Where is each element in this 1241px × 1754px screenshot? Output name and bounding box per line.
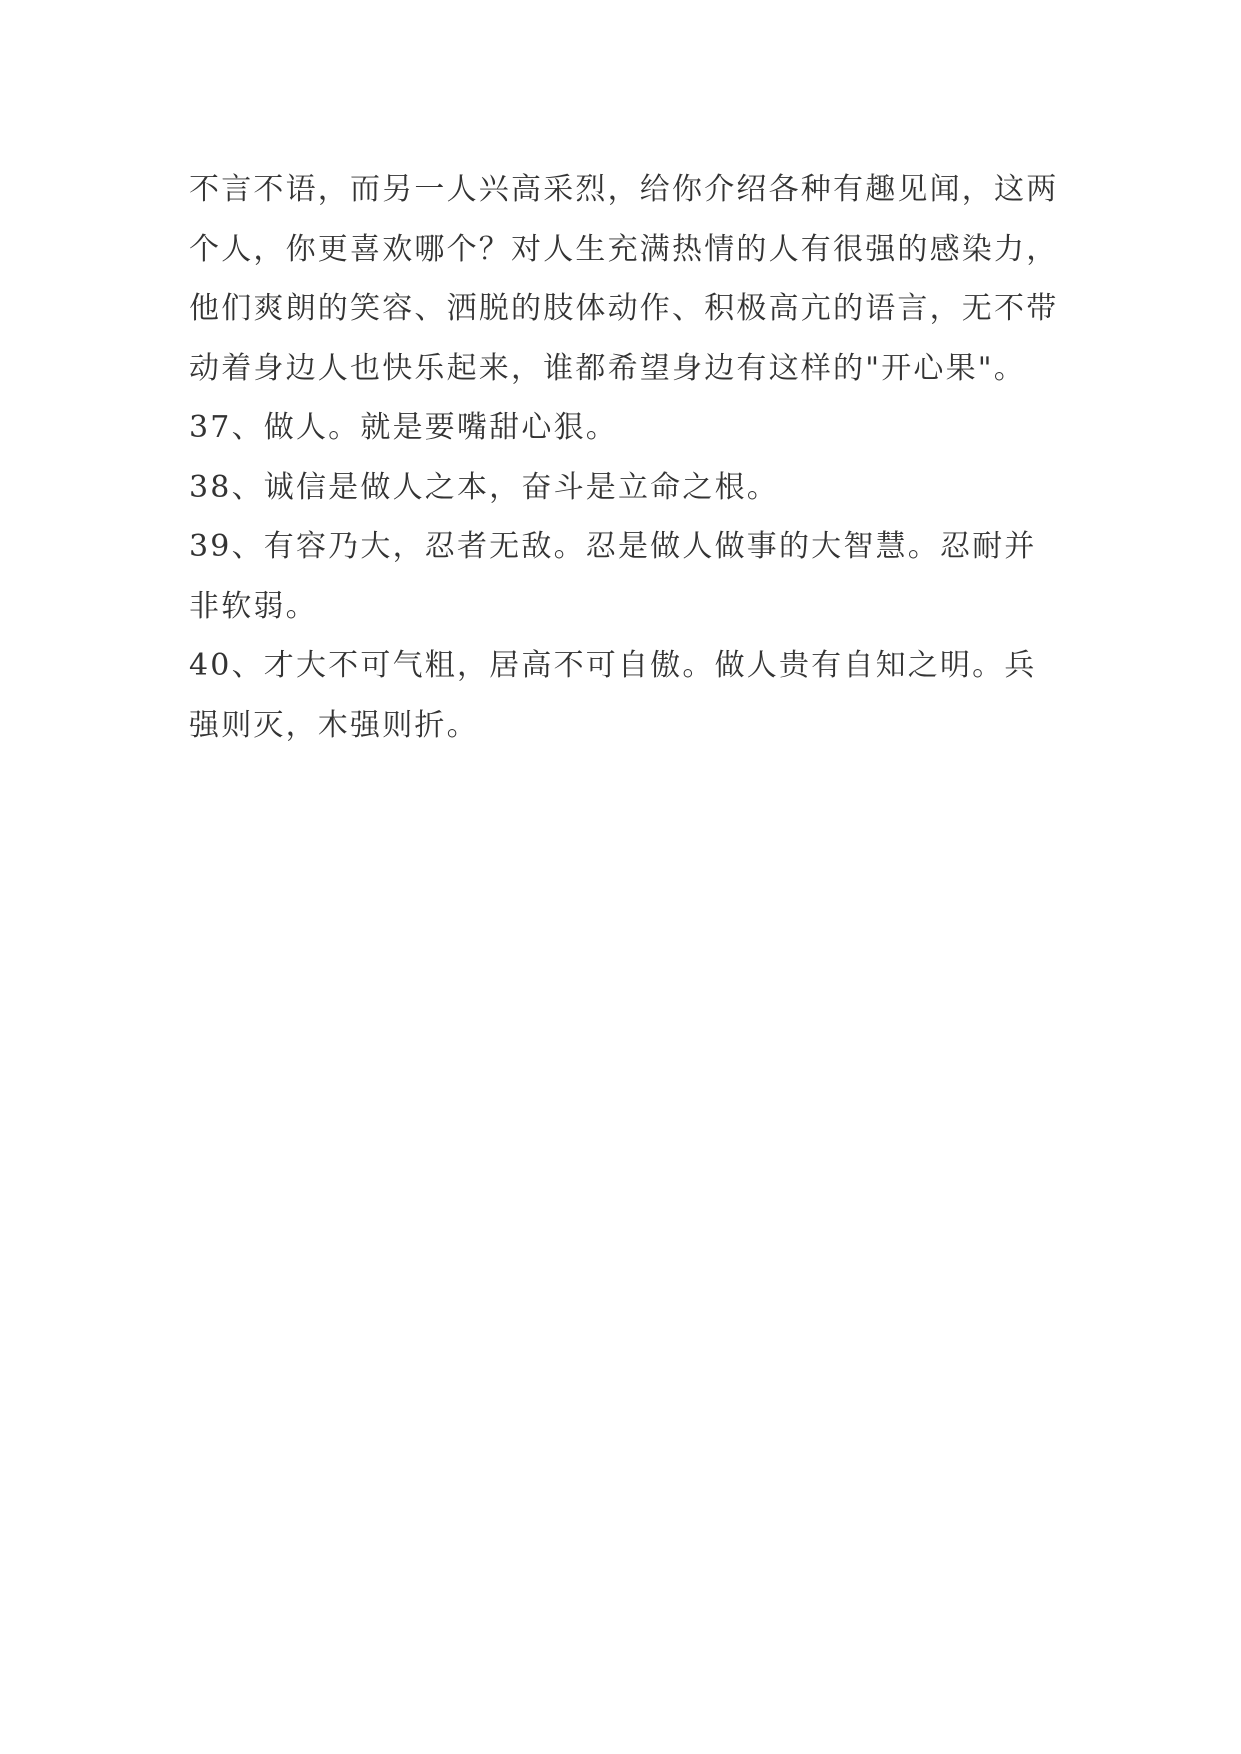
paragraph-item-39: 39、有容乃大，忍者无敌。忍是做人做事的大智慧。忍耐并非软弱。 xyxy=(189,529,1037,624)
paragraph-item-37: 37、做人。就是要嘴甜心狠。 xyxy=(189,410,618,445)
paragraph-item-40: 40、才大不可气粗，居高不可自傲。做人贵有自知之明。兵强则灭，木强则折。 xyxy=(189,648,1037,743)
paragraph-item-38: 38、诚信是做人之本，奋斗是立命之根。 xyxy=(189,469,779,505)
document-body xyxy=(189,160,1059,755)
paragraph-continuation: 不言不语，而另一人兴高采烈，给你介绍各种有趣见闻，这两个人，你更喜欢哪个？对人生充满热情的人有很强的感染力，他们爽朗的笑容、洒脱的肢体动作、积极高亢的语言，无不带动着身边人也快乐起来，谁都希望身边有这样的"开心果"。 xyxy=(189,172,1059,386)
